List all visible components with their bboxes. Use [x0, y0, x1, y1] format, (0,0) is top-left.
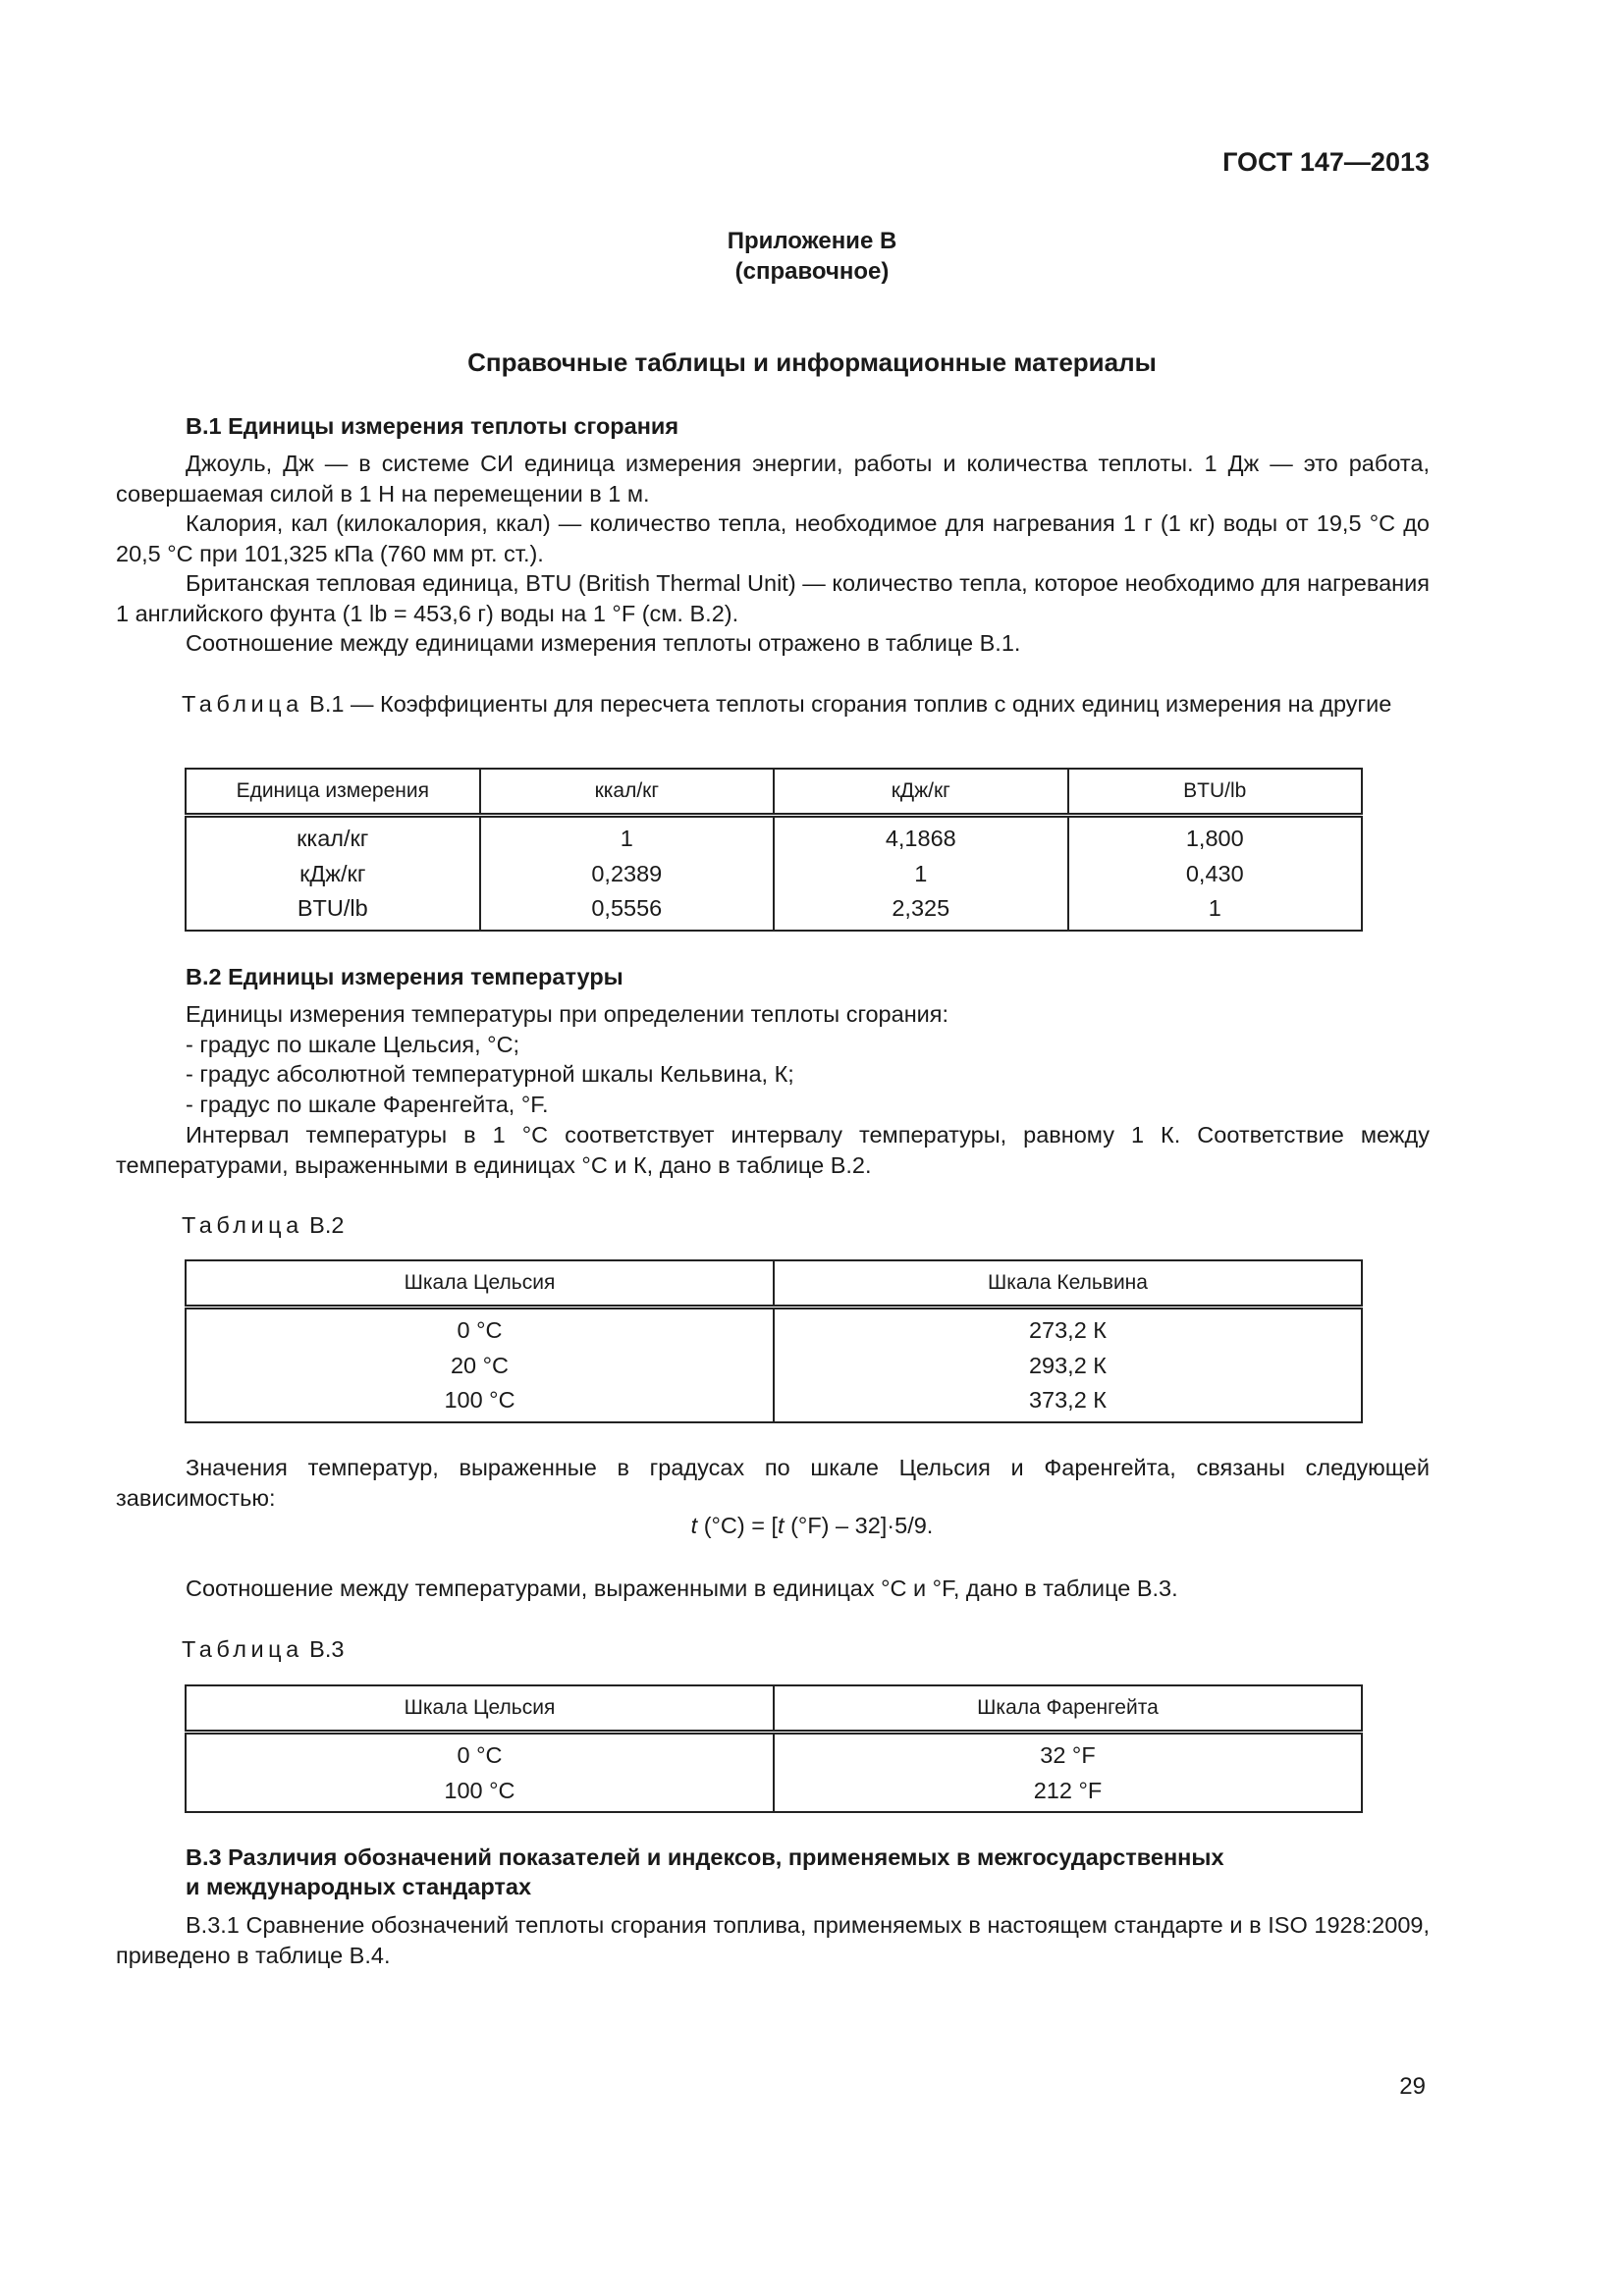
section-b1-paragraph-btu: Британская тепловая единица, BTU (British Thermal Unit) — количество тепла, которое необходимо для нагревания 1 английского фунта (1 lb = 453,6 г) воды на 1 °F (см. В.2). — [116, 570, 1430, 626]
paragraph-table-b3-ref: Соотношение между температурами, выраженными в единицах °С и °F, дано в таблице В.3. — [186, 1575, 1178, 1601]
table-cell: 32 °F — [774, 1733, 1362, 1774]
column-header: Шкала Цельсия — [186, 1260, 774, 1308]
column-header: BTU/lb — [1068, 769, 1362, 816]
table-cell: BTU/lb — [186, 891, 480, 931]
section-b3-paragraph: В.3.1 Сравнение обозначений теплоты сгорания топлива, применяемых в настоящем стандарте и в ISO 1928:2009, приведено в таблице В.4. — [116, 1912, 1430, 1968]
table-cell: 0,430 — [1068, 857, 1362, 892]
table-header-row — [186, 1260, 1362, 1308]
table-cell: 1 — [1068, 891, 1362, 931]
table-cell: 100 °С — [186, 1383, 774, 1422]
section-b1-paragraph-ratio: Соотношение между единицами измерения теплоты отражено в таблице В.1. — [186, 630, 1021, 656]
table-b2-caption: Таблица В.2 — [182, 1212, 345, 1238]
table-b3 — [185, 1684, 1363, 1813]
table-row — [186, 891, 1362, 931]
list-intro: Единицы измерения температуры при определении теплоты сгорания: — [186, 1001, 949, 1027]
list-item: - градус по шкале Цельсия, °С; — [186, 1031, 520, 1057]
table-b2 — [185, 1259, 1363, 1423]
table-row — [186, 1774, 1362, 1813]
table-cell: 0,2389 — [480, 857, 774, 892]
table-cell: 1 — [774, 857, 1067, 892]
column-header: кДж/кг — [774, 769, 1067, 816]
appendix-heading — [0, 226, 1624, 287]
appendix-title: Приложение В — [727, 228, 897, 254]
table-cell: кДж/кг — [186, 857, 480, 892]
table-cell: 0 °С — [186, 1733, 774, 1774]
table-row — [186, 1349, 1362, 1384]
column-header: Шкала Цельсия — [186, 1685, 774, 1733]
list-item: - градус по шкале Фаренгейта, °F. — [186, 1092, 549, 1118]
table-cell: 212 °F — [774, 1774, 1362, 1813]
section-b2-heading: В.2 Единицы измерения температуры — [186, 964, 623, 989]
table-cell: 0,5556 — [480, 891, 774, 931]
table-cell: ккал/кг — [186, 816, 480, 857]
table-cell: 20 °С — [186, 1349, 774, 1384]
standard-designation: ГОСТ 147—2013 — [1222, 147, 1430, 177]
table-cell: 2,325 — [774, 891, 1067, 931]
page-title: Справочные таблицы и информационные материалы — [467, 347, 1157, 377]
section-b1-paragraph-calorie: Калория, кал (килокалория, ккал) — количество тепла, необходимое для нагревания 1 г (1 кг) воды от 19,5 °С до 20,5 °С при 101,325 кПа (760 мм рт. ст.). — [116, 510, 1430, 566]
section-b2-paragraph-interval: Интервал температуры в 1 °С соответствует интервалу температуры, равному 1 К. Соответствие между температурами, выраженными в единицах °С и К, дано в таблице В.2. — [116, 1122, 1430, 1178]
page-number: 29 — [1399, 2073, 1426, 2100]
paragraph-temperature-relation: Значения температур, выраженные в градусах по шкале Цельсия и Фаренгейта, связаны следующей зависимостью: — [116, 1455, 1430, 1511]
list-item: - градус абсолютной температурной шкалы Кельвина, К; — [186, 1061, 794, 1088]
table-b3-caption: Таблица В.3 — [182, 1636, 345, 1662]
table-cell: 0 °С — [186, 1308, 774, 1349]
section-b1-paragraph-joule: Джоуль, Дж — в системе СИ единица измерения энергии, работы и количества теплоты. 1 Дж — это работа, совершаемая силой в 1 Н на перемещении в 1 м. — [116, 451, 1430, 507]
section-b3-heading: В.3 Различия обозначений показателей и индексов, применяемых в межгосударственных и международных стандартах — [186, 1844, 1224, 1899]
section-b1-heading: В.1 Единицы измерения теплоты сгорания — [186, 413, 679, 439]
table-row — [186, 1733, 1362, 1774]
table-cell: 293,2 К — [774, 1349, 1362, 1384]
table-cell: 373,2 К — [774, 1383, 1362, 1422]
table-cell: 4,1868 — [774, 816, 1067, 857]
column-header: Единица измерения — [186, 769, 480, 816]
table-header-row — [186, 769, 1362, 816]
column-header: Шкала Кельвина — [774, 1260, 1362, 1308]
table-cell: 1,800 — [1068, 816, 1362, 857]
temperature-units-list — [186, 999, 948, 1120]
table-cell: 273,2 К — [774, 1308, 1362, 1349]
table-b1-caption: Таблица В.1 — Коэффициенты для пересчета теплоты сгорания топлив с одних единиц измерения на другие — [182, 691, 1392, 717]
table-row — [186, 857, 1362, 892]
table-cell: 1 — [480, 816, 774, 857]
table-row — [186, 1308, 1362, 1349]
column-header: ккал/кг — [480, 769, 774, 816]
column-header: Шкала Фаренгейта — [774, 1685, 1362, 1733]
table-row — [186, 816, 1362, 857]
appendix-subtitle: (справочное) — [734, 258, 890, 285]
table-b1 — [185, 768, 1363, 932]
table-cell: 100 °С — [186, 1774, 774, 1813]
conversion-formula: t (°С) = [t (°F) – 32]·5/9. — [690, 1513, 934, 1538]
table-header-row — [186, 1685, 1362, 1733]
table-row — [186, 1383, 1362, 1422]
